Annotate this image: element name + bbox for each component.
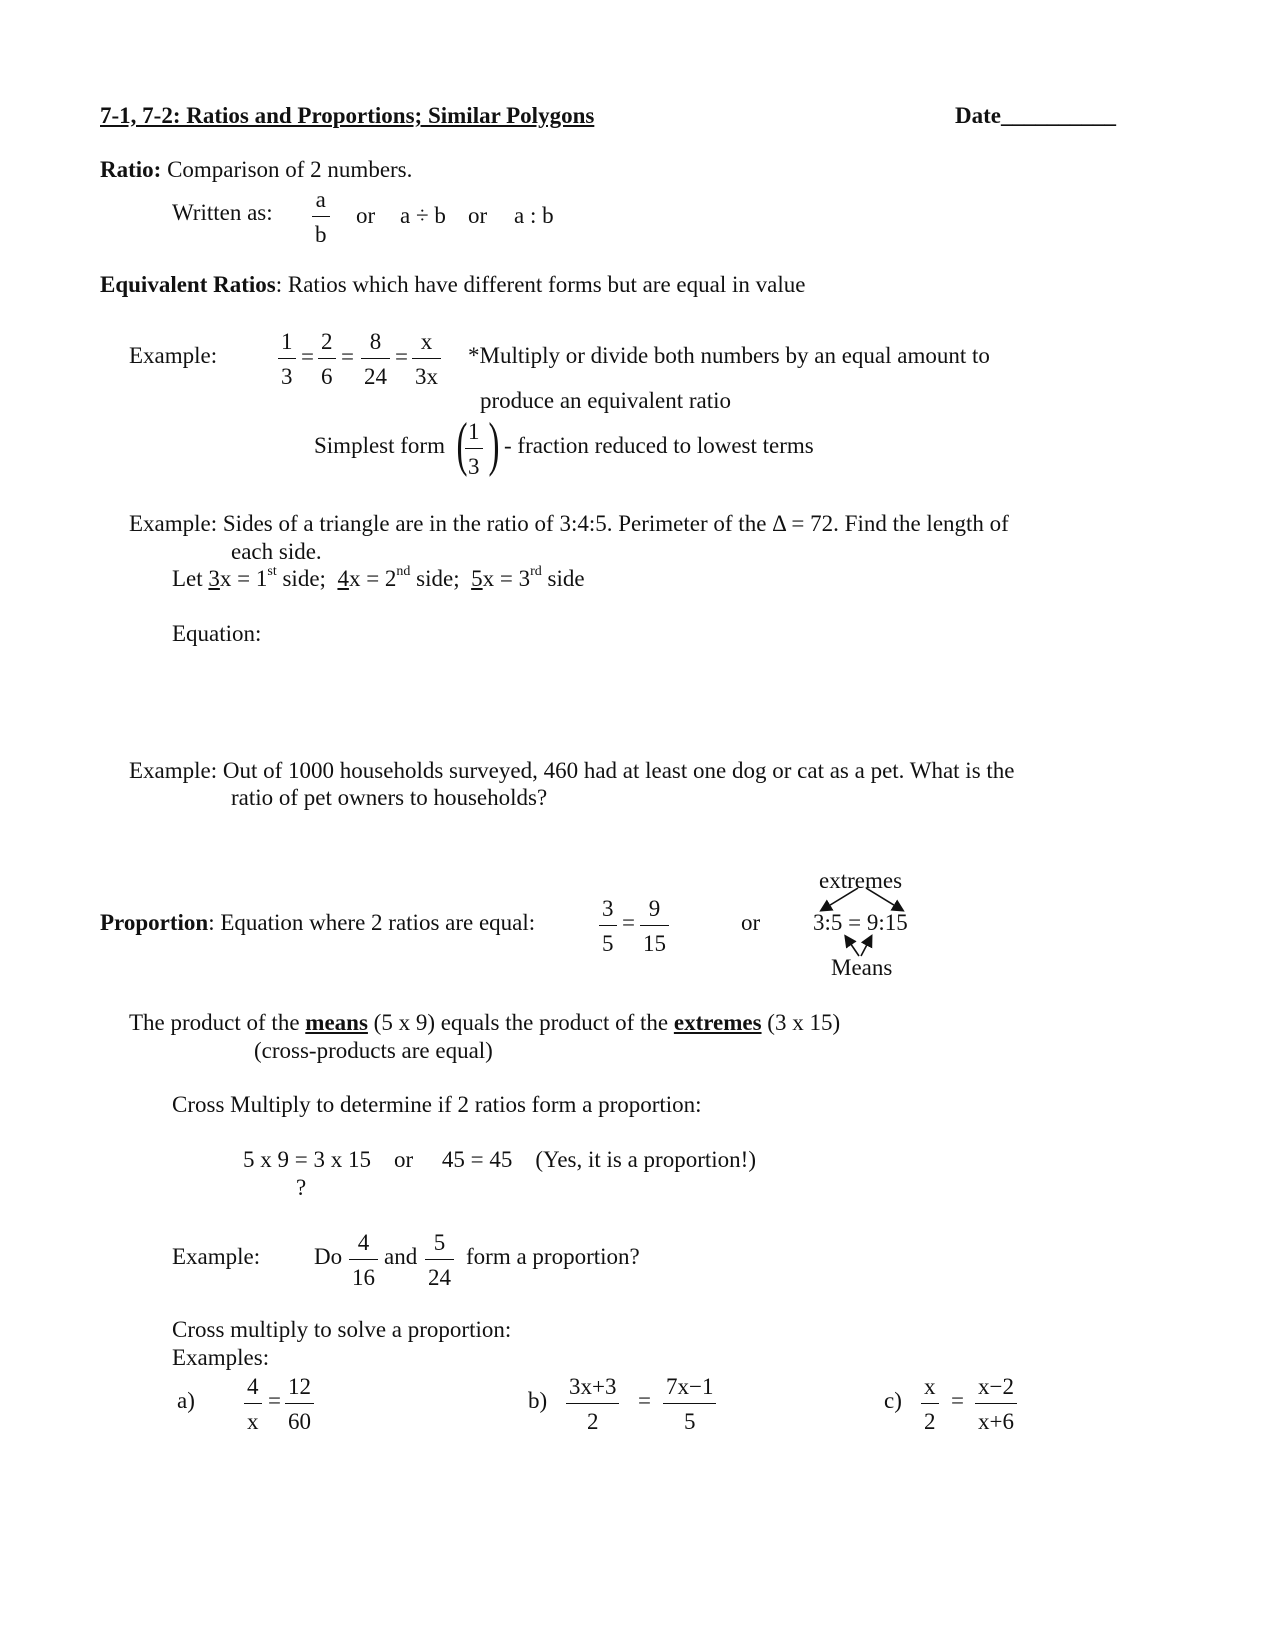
multiply-note: *Multiply or divide both numbers by an equal amount to bbox=[468, 343, 990, 368]
written-as-label: Written as: bbox=[172, 200, 273, 225]
means-label: Means bbox=[831, 955, 893, 980]
date-field: Date__________ bbox=[955, 103, 1116, 128]
example-a-label: a) bbox=[177, 1388, 195, 1413]
equals-sign: = bbox=[341, 344, 354, 369]
means-term: means bbox=[305, 1010, 368, 1035]
product-text: (3 x 15) bbox=[761, 1010, 841, 1035]
equivalent-term: Equivalent Ratios bbox=[100, 272, 276, 297]
ordinal-suffix: rd bbox=[530, 564, 542, 579]
extremes-arrow-right bbox=[866, 888, 902, 910]
coefficient: 4 bbox=[337, 566, 349, 591]
equivalent-definition-text: : Ratios which have different forms but are equal in value bbox=[275, 272, 806, 297]
simplest-form-label: Simplest form bbox=[314, 433, 445, 458]
fraction-numerator: 8 bbox=[369, 329, 382, 354]
or-text: or bbox=[741, 910, 761, 935]
example-label: Example: bbox=[172, 1244, 261, 1269]
product-text: (5 x 9) equals the product of the bbox=[367, 1010, 674, 1035]
fraction-denominator: x bbox=[247, 1409, 259, 1434]
fraction-denominator: x+6 bbox=[978, 1409, 1014, 1434]
fraction-denominator: 2 bbox=[924, 1409, 936, 1434]
coefficient: 5 bbox=[471, 566, 483, 591]
fraction-numerator: 4 bbox=[357, 1230, 370, 1255]
equals-sign: = bbox=[951, 1388, 964, 1413]
let-text: x = 1 bbox=[219, 566, 268, 591]
product-text: The product of the bbox=[129, 1010, 306, 1035]
fraction-denominator: b bbox=[315, 222, 327, 247]
solve-heading: Cross multiply to solve a proportion: bbox=[172, 1317, 512, 1342]
left-paren: ( bbox=[456, 411, 468, 477]
or-text: or bbox=[468, 203, 488, 228]
fraction-denominator: 24 bbox=[364, 364, 387, 389]
equation-label: Equation: bbox=[172, 621, 262, 646]
fraction-denominator: 3 bbox=[468, 454, 480, 479]
means-arrow-left bbox=[846, 937, 859, 956]
equals-sign: = bbox=[268, 1388, 281, 1413]
fraction-denominator: 3 bbox=[281, 364, 293, 389]
colon-proportion: 3:5 = 9:15 bbox=[813, 910, 908, 935]
means-arrow-right bbox=[861, 937, 871, 956]
fraction-numerator: x bbox=[420, 329, 433, 354]
pets-example-line2: ratio of pet owners to households? bbox=[231, 785, 548, 810]
and-text: and bbox=[384, 1244, 418, 1269]
equals-sign: = bbox=[638, 1388, 651, 1413]
example-b-label: b) bbox=[528, 1388, 548, 1413]
examples-label: Examples: bbox=[172, 1345, 270, 1370]
ratio-term: Ratio: bbox=[100, 157, 162, 182]
ordinal-suffix: st bbox=[267, 564, 277, 579]
triangle-example-line1: Example: Sides of a triangle are in the ratio of 3:4:5. Perimeter of the Δ = 72. Find the length of bbox=[129, 511, 1009, 536]
fraction-bar bbox=[349, 1259, 378, 1260]
fraction-bar bbox=[663, 1403, 716, 1404]
fraction-numerator: 9 bbox=[648, 896, 661, 921]
proportion-term: Proportion bbox=[100, 910, 209, 935]
ratio-division-form: a ÷ b bbox=[400, 203, 446, 228]
ordinal-suffix: nd bbox=[396, 564, 411, 579]
fraction-numerator: 7x−1 bbox=[666, 1374, 714, 1399]
question-mark: ? bbox=[296, 1175, 307, 1200]
fraction-bar bbox=[425, 1259, 454, 1260]
triangle-example-line2: each side. bbox=[231, 539, 322, 564]
fraction-numerator: 4 bbox=[247, 1374, 259, 1399]
fraction-numerator: a bbox=[315, 187, 326, 212]
fraction-bar bbox=[244, 1403, 262, 1404]
fraction-denominator: 60 bbox=[288, 1409, 311, 1434]
example-a-left-fraction bbox=[244, 1375, 262, 1433]
fraction-denominator: 5 bbox=[683, 1409, 696, 1434]
fraction-numerator: 1 bbox=[468, 419, 480, 444]
right-paren: ) bbox=[488, 411, 500, 477]
do-text: Do bbox=[314, 1244, 343, 1269]
example-c-right-fraction bbox=[975, 1375, 1017, 1433]
cross-multiply-equation: 5 x 9 = 3 x 15 or 45 = 45 (Yes, it is a proportion!) bbox=[243, 1147, 756, 1172]
example-a-right-fraction bbox=[285, 1375, 314, 1433]
example-b-left-fraction bbox=[566, 1375, 619, 1433]
fraction-bar bbox=[566, 1403, 619, 1404]
question-fraction bbox=[425, 1231, 454, 1289]
example-label: Example: bbox=[129, 343, 218, 368]
cross-multiply-heading: Cross Multiply to determine if 2 ratios form a proportion: bbox=[172, 1092, 702, 1117]
equals-sign: = bbox=[301, 344, 314, 369]
fraction-numerator: 3x+3 bbox=[569, 1374, 617, 1399]
cross-products-note: (cross-products are equal) bbox=[254, 1038, 493, 1063]
fraction-bar bbox=[975, 1403, 1017, 1404]
fraction-denominator: 3x bbox=[415, 364, 438, 389]
fraction-numerator: 5 bbox=[433, 1230, 446, 1255]
coefficient: 3 bbox=[208, 566, 220, 591]
fraction-numerator: 2 bbox=[321, 329, 333, 354]
pets-example-line1: Example: Out of 1000 households surveyed, 460 had at least one dog or cat as a pet. What is the bbox=[129, 758, 1015, 783]
fraction-denominator: 5 bbox=[602, 931, 614, 956]
fraction-denominator: 6 bbox=[321, 364, 333, 389]
fraction-denominator: 24 bbox=[428, 1265, 451, 1290]
example-c-left-fraction bbox=[921, 1375, 939, 1433]
let-text: side; bbox=[276, 566, 338, 591]
fraction-bar bbox=[285, 1403, 314, 1404]
example-b-right-fraction bbox=[663, 1375, 716, 1433]
ratio-colon-form: a : b bbox=[514, 203, 554, 228]
simplest-form-note: - fraction reduced to lowest terms bbox=[504, 433, 814, 458]
fraction-numerator: 3 bbox=[602, 896, 614, 921]
fraction-numerator: 1 bbox=[281, 329, 293, 354]
fraction-denominator: 15 bbox=[643, 931, 666, 956]
question-fraction bbox=[349, 1231, 378, 1289]
or-text: or bbox=[356, 203, 376, 228]
page-title: 7-1, 7-2: Ratios and Proportions; Similar Polygons bbox=[100, 103, 595, 128]
fraction-denominator: 16 bbox=[352, 1265, 375, 1290]
fraction-numerator: x−2 bbox=[978, 1374, 1014, 1399]
extremes-label: extremes bbox=[819, 868, 903, 893]
fraction-bar bbox=[921, 1403, 939, 1404]
extremes-term: extremes bbox=[673, 1010, 762, 1035]
fraction-numerator: x bbox=[924, 1374, 936, 1399]
multiply-note-cont: produce an equivalent ratio bbox=[480, 388, 731, 413]
let-text: x = 2 bbox=[348, 566, 397, 591]
let-text: side bbox=[541, 566, 585, 591]
extremes-arrow-left bbox=[822, 888, 858, 910]
let-text: x = 3 bbox=[482, 566, 531, 591]
proportion-question: form a proportion? bbox=[466, 1244, 640, 1269]
equals-sign: = bbox=[622, 910, 635, 935]
proportion-definition-text: : Equation where 2 ratios are equal: bbox=[208, 910, 536, 935]
let-text: Let bbox=[172, 566, 209, 591]
ratio-definition-text: Comparison of 2 numbers. bbox=[167, 157, 413, 182]
example-c-label: c) bbox=[884, 1388, 902, 1413]
product-statement bbox=[129, 1011, 840, 1034]
fraction-numerator: 12 bbox=[288, 1374, 311, 1399]
let-text: side; bbox=[410, 566, 472, 591]
fraction-denominator: 2 bbox=[586, 1409, 599, 1434]
equals-sign: = bbox=[395, 344, 408, 369]
